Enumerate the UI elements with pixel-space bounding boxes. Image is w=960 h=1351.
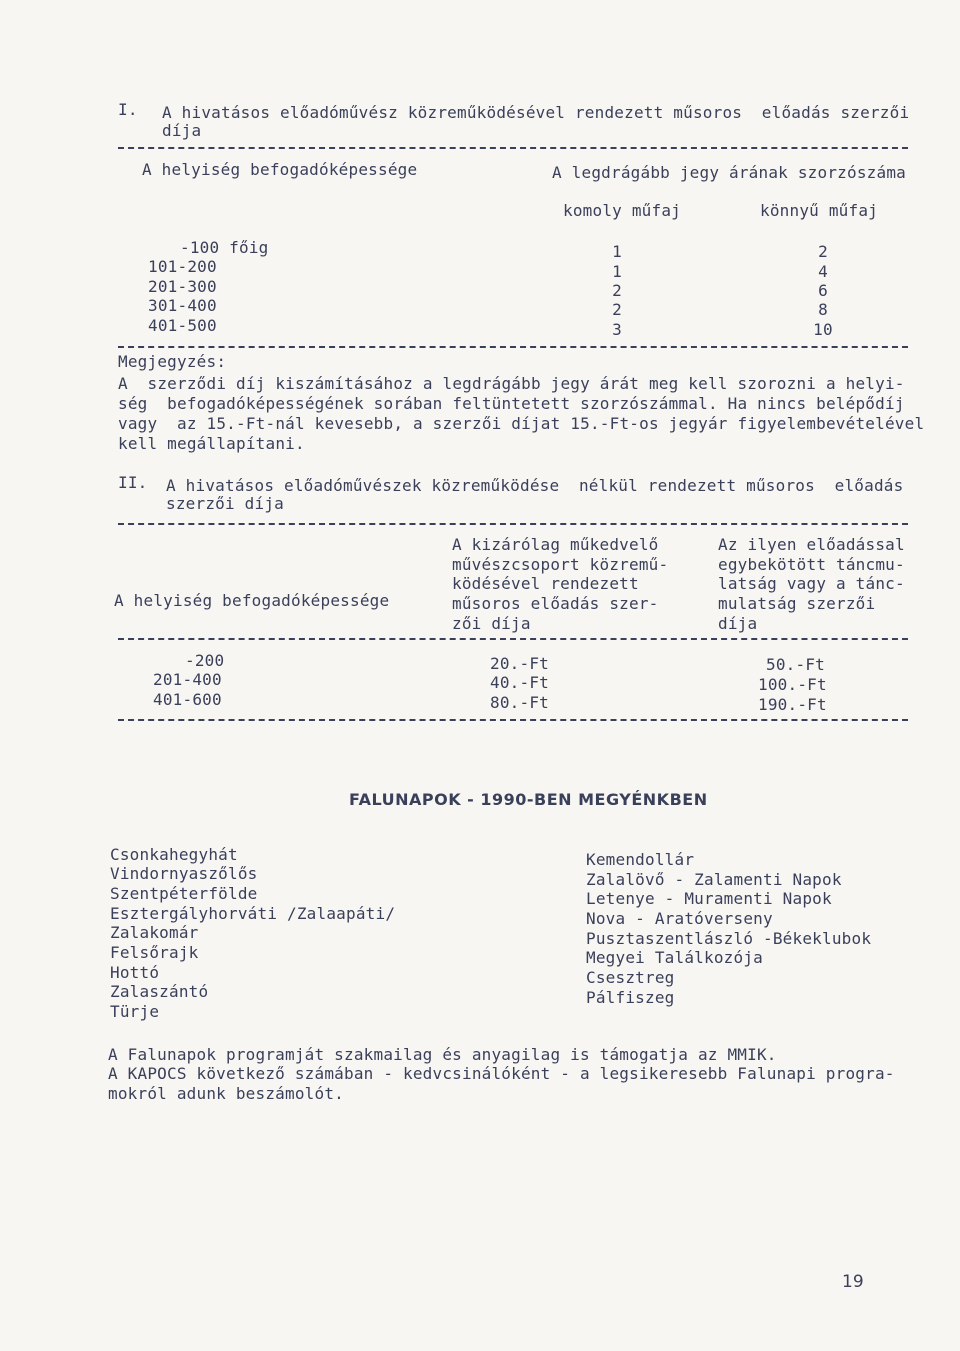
table-cell-amateur: 40.-Ft xyxy=(490,673,549,692)
table-cell-serious: 1 xyxy=(612,262,622,281)
list-item: Csonkahegyhát xyxy=(110,845,238,864)
list-item: Letenye - Muramenti Napok xyxy=(586,889,832,908)
footer-line: mokról adunk beszámolót. xyxy=(108,1084,344,1103)
table-cell-range: 301-400 xyxy=(148,296,217,315)
table-cell-light: 8 xyxy=(818,300,828,319)
divider xyxy=(118,346,908,348)
section2-col-capacity: A helyiség befogadóképessége xyxy=(114,591,390,610)
section2-number: II. xyxy=(118,473,148,492)
list-item: Zalakomár xyxy=(110,923,199,942)
section2-col-dance-line: mulatság szerzői xyxy=(718,594,876,613)
divider xyxy=(118,638,908,640)
list-item: Hottó xyxy=(110,963,160,982)
list-item: Pusztaszentlászló -Békeklubok xyxy=(586,929,872,948)
note-label: Megjegyzés: xyxy=(118,352,227,371)
table-cell-amateur: 80.-Ft xyxy=(490,693,549,712)
table-cell-light: 4 xyxy=(818,262,828,281)
section2-col-dance-line: díja xyxy=(718,614,758,633)
list-item: Esztergályhorváti /Zalaapáti/ xyxy=(110,904,396,923)
list-item: Felsőrajk xyxy=(110,943,199,962)
table-cell-range: 201-300 xyxy=(148,277,217,296)
falunapok-title: FALUNAPOK - 1990-BEN MEGYÉNKBEN xyxy=(349,790,708,809)
note-line: ség befogadóképességének sorában feltüntetett szorzószámmal. Ha nincs belépődíj xyxy=(118,394,905,413)
section2-col-amateur-line: A kizárólag műkedvelő xyxy=(452,535,659,554)
divider xyxy=(118,523,908,525)
table-cell-dance: 100.-Ft xyxy=(758,675,827,694)
table-cell-light: 2 xyxy=(818,242,828,261)
list-item: Kemendollár xyxy=(586,850,695,869)
section2-col-dance-line: Az ilyen előadással xyxy=(718,535,905,554)
table-cell-serious: 1 xyxy=(612,242,622,261)
list-item: Türje xyxy=(110,1002,160,1021)
section2-col-amateur-line: ködésével rendezett xyxy=(452,574,639,593)
table-cell-dance: 190.-Ft xyxy=(758,695,827,714)
section1-col-multiplier: A legdrágább jegy árának szorzószáma xyxy=(552,163,906,182)
table-cell-light: 10 xyxy=(813,320,833,339)
table-cell-range: -100 főig xyxy=(180,238,269,257)
list-item: Szentpéterfölde xyxy=(110,884,258,903)
footer-line: A Falunapok programját szakmailag és anyagilag is támogatja az MMIK. xyxy=(108,1045,777,1064)
section2-col-dance-line: egybekötött táncmu- xyxy=(718,555,905,574)
section1-sub-serious: komoly műfaj xyxy=(563,201,681,220)
divider xyxy=(118,147,908,149)
table-cell-range: 201-400 xyxy=(153,670,222,689)
section2-heading-line2: szerzői díja xyxy=(166,494,284,513)
list-item: Zalaszántó xyxy=(110,982,209,1001)
section1-col-capacity: A helyiség befogadóképessége xyxy=(142,160,418,179)
table-cell-range: 401-500 xyxy=(148,316,217,335)
list-item: Nova - Aratóverseny xyxy=(586,909,773,928)
section1-heading-line2: díja xyxy=(162,121,202,140)
section2-heading-line1: A hivatásos előadóművészek közreműködése nélkül rendezett műsoros előadás xyxy=(166,476,904,495)
list-item: Pálfiszeg xyxy=(586,988,675,1007)
section1-number: I. xyxy=(118,100,138,119)
note-line: vagy az 15.-Ft-nál kevesebb, a szerzői díjat 15.-Ft-os jegyár figyelembevételével xyxy=(118,414,925,433)
footer-line: A KAPOCS következő számában - kedvcsinálóként - a legsikeresebb Falunapi progra- xyxy=(108,1064,895,1083)
list-item: Csesztreg xyxy=(586,968,675,987)
table-cell-serious: 2 xyxy=(612,281,622,300)
table-cell-range: 401-600 xyxy=(153,690,222,709)
note-line: kell megállapítani. xyxy=(118,434,305,453)
section1-sub-light: könnyű műfaj xyxy=(760,201,878,220)
section2-col-amateur-line: zői díja xyxy=(452,614,531,633)
table-cell-serious: 3 xyxy=(612,320,622,339)
list-item: Megyei Találkozója xyxy=(586,948,763,967)
table-cell-amateur: 20.-Ft xyxy=(490,654,549,673)
table-cell-dance: 50.-Ft xyxy=(766,655,825,674)
list-item: Zalalövő - Zalamenti Napok xyxy=(586,870,842,889)
section2-col-amateur-line: műsoros előadás szer- xyxy=(452,594,659,613)
table-cell-light: 6 xyxy=(818,281,828,300)
list-item: Vindornyaszőlős xyxy=(110,864,258,883)
page-number: 19 xyxy=(842,1272,864,1292)
section2-col-dance-line: latság vagy a tánc- xyxy=(718,574,905,593)
note-line: A szerződi díj kiszámításához a legdrágább jegy árát meg kell szorozni a helyi- xyxy=(118,374,905,393)
section1-heading-line1: A hivatásos előadóművész közreműködésével rendezett műsoros előadás szerzői xyxy=(162,103,910,122)
table-cell-serious: 2 xyxy=(612,300,622,319)
table-cell-range: 101-200 xyxy=(148,257,217,276)
section2-col-amateur-line: művészcsoport közremű- xyxy=(452,555,669,574)
table-cell-range: -200 xyxy=(185,651,225,670)
divider xyxy=(118,719,908,721)
